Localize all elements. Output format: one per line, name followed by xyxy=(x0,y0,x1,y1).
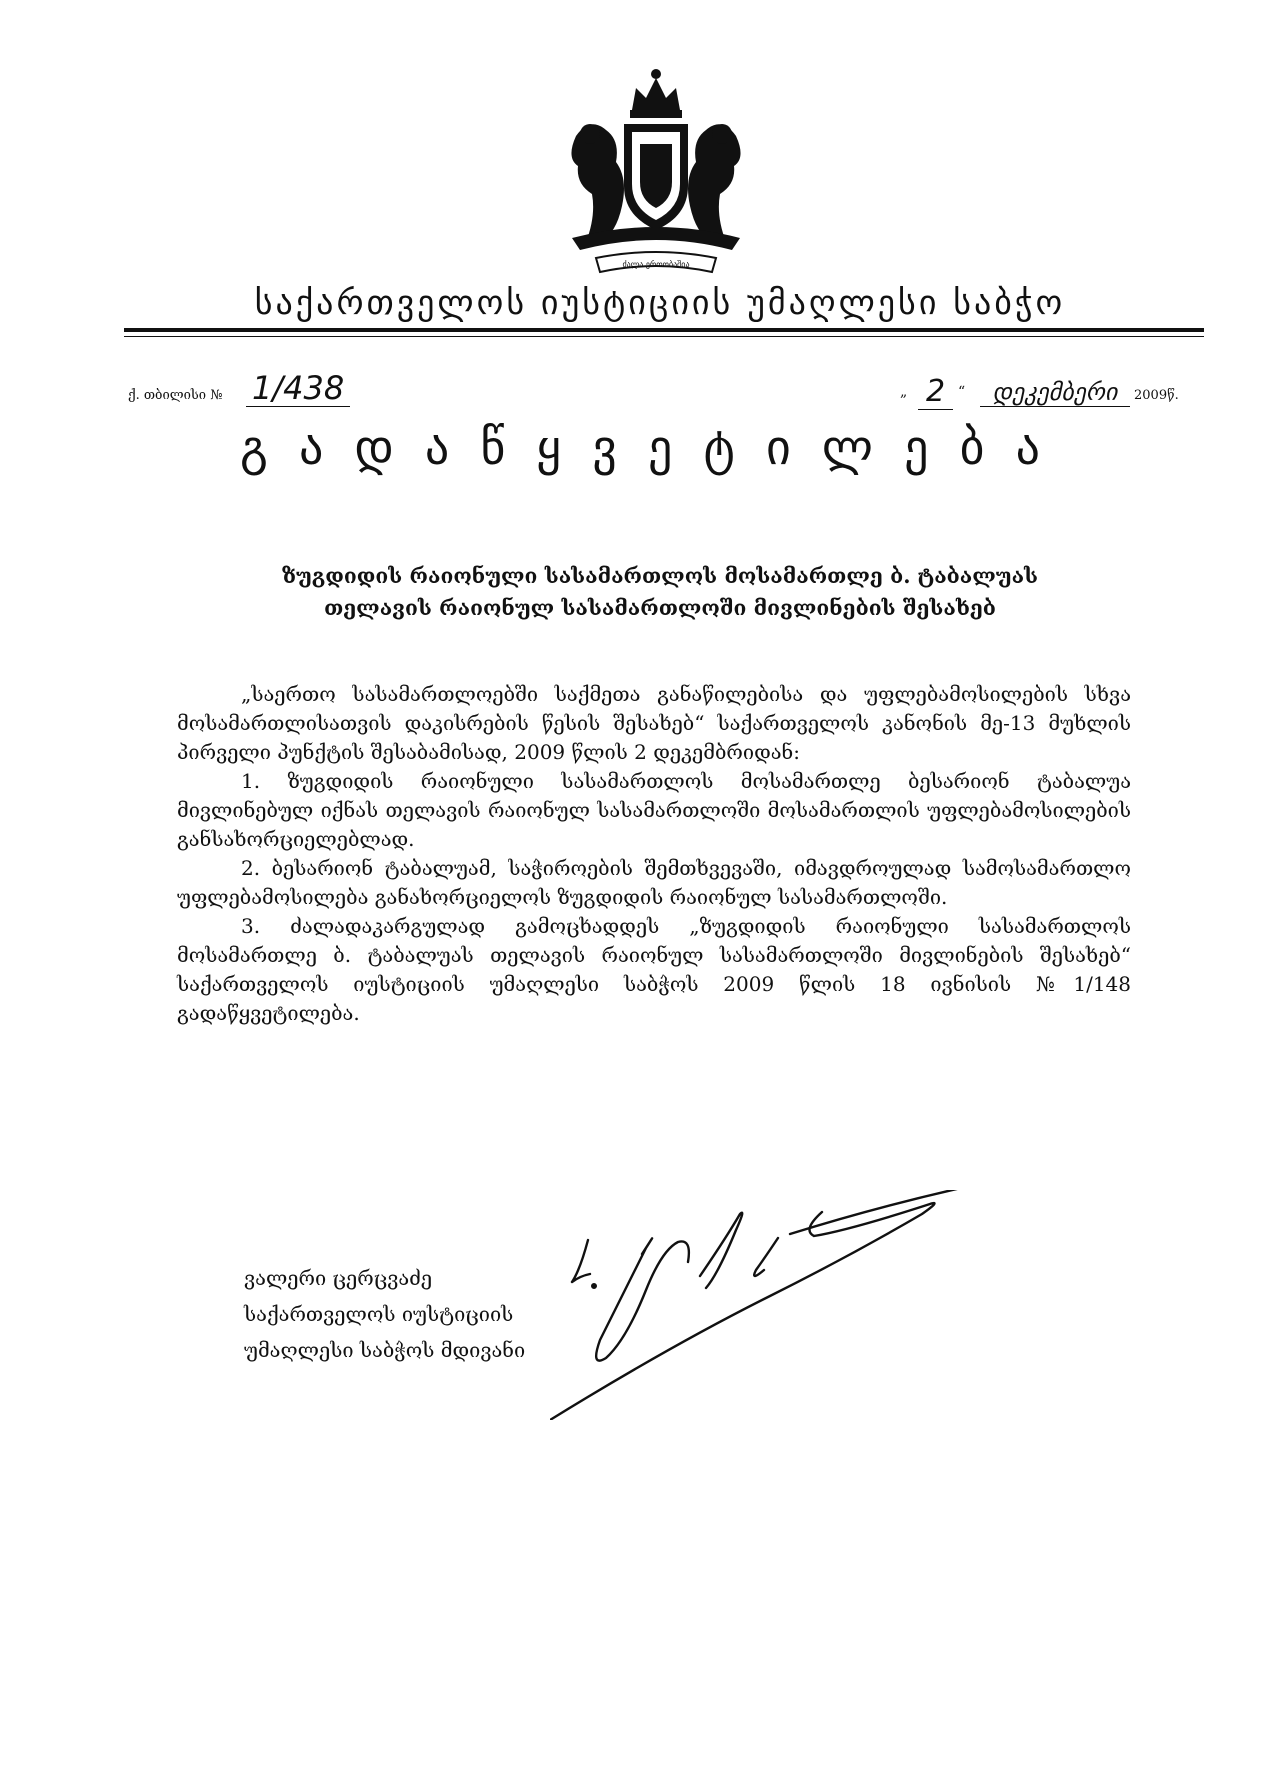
title-letter: ა xyxy=(299,420,324,476)
title-letter: დ xyxy=(354,420,394,476)
header-rule-thin xyxy=(124,336,1204,337)
institution-name: საქართველოს იუსტიციის უმაღლესი საბჭო xyxy=(254,283,1066,323)
coat-of-arms-icon xyxy=(536,66,776,280)
emblem-motto: ძალა ერთობაშია xyxy=(622,260,690,269)
date-quote-close: “ xyxy=(958,384,966,400)
decision-item-1: 1. ზუგდიდის რაიონული სასამართლოს მოსამართლე ბესარიონ ტაბალუა მივლინებულ იქნას თელავის რაიონულ სასამართლოში მოსამართლის უფლებამოსილების განსახორციელებლად. xyxy=(177,769,1131,851)
title-letter: ვ xyxy=(592,420,617,476)
decision-subject xyxy=(160,560,1160,624)
title-letter: წ xyxy=(480,420,506,476)
document-date xyxy=(900,374,1206,414)
title-letter: ე xyxy=(904,420,929,476)
subject-line-1: ზუგდიდის რაიონული სასამართლოს მოსამართლე ბ. ტაბალუას xyxy=(281,563,1039,588)
date-day: 2 xyxy=(918,374,953,410)
document-type-title xyxy=(240,416,1040,480)
date-year: 2009წ. xyxy=(1134,388,1179,403)
signatory-name: ვალერი ცერცვაძე xyxy=(244,1266,433,1290)
decision-body xyxy=(177,680,1131,1028)
title-letter: ი xyxy=(765,420,791,476)
title-letter: ა xyxy=(1015,420,1040,476)
signatory-title-1: საქართველოს იუსტიციის xyxy=(244,1302,514,1326)
signatory-block xyxy=(244,1260,525,1368)
title-letter: ბ xyxy=(959,420,985,476)
header-rule xyxy=(124,328,1204,332)
title-letter: ყ xyxy=(536,420,562,476)
title-letter: ე xyxy=(647,420,673,476)
handwritten-signature xyxy=(550,1190,990,1420)
title-letter: ლ xyxy=(821,420,874,476)
date-quote-open: „ xyxy=(900,384,908,400)
reference-number: 1/438 xyxy=(246,370,350,407)
decision-item-3: 3. ძალადაკარგულად გამოცხადდეს „ზუგდიდის რაიონული სასამართლოს მოსამართლე ბ. ტაბალუას თელავის რაიონულ სასამართლოში მივლინების შესახებ“ საქართველოს იუსტიციის უმაღლესი საბჭოს 2009 წლის 18 ივნისის №1/148 გადაწყვეტილება. xyxy=(177,914,1131,1025)
subject-line-2: თელავის რაიონულ სასამართლოში მივლინების შესახებ xyxy=(324,595,996,620)
signatory-title-2: უმაღლესი საბჭოს მდივანი xyxy=(244,1338,526,1362)
decision-item-2: 2. ბესარიონ ტაბალუამ, საჭიროების შემთხვევაში, იმავდროულად სამოსამართლო უფლებამოსილება განახორციელოს ზუგდიდის რაიონულ სასამართლოში. xyxy=(177,856,1131,909)
title-letter: ა xyxy=(424,420,450,476)
title-letter: გ xyxy=(240,420,268,476)
date-month: დეკემბერი xyxy=(980,378,1130,407)
preamble-paragraph: „საერთო სასამართლოებში საქმეთა განაწილებისა და უფლებამოსილების სხვა მოსამართლისათვის დაკისრების წესის შესახებ“ საქართველოს კანონის მე-13 მუხლის პირველი პუნქტის შესაბამისად, 2009 წლის 2 დეკემბრიდან: xyxy=(177,682,1131,764)
title-letter: ტ xyxy=(703,420,735,476)
reference-label: ქ. თბილისი № xyxy=(128,388,223,403)
